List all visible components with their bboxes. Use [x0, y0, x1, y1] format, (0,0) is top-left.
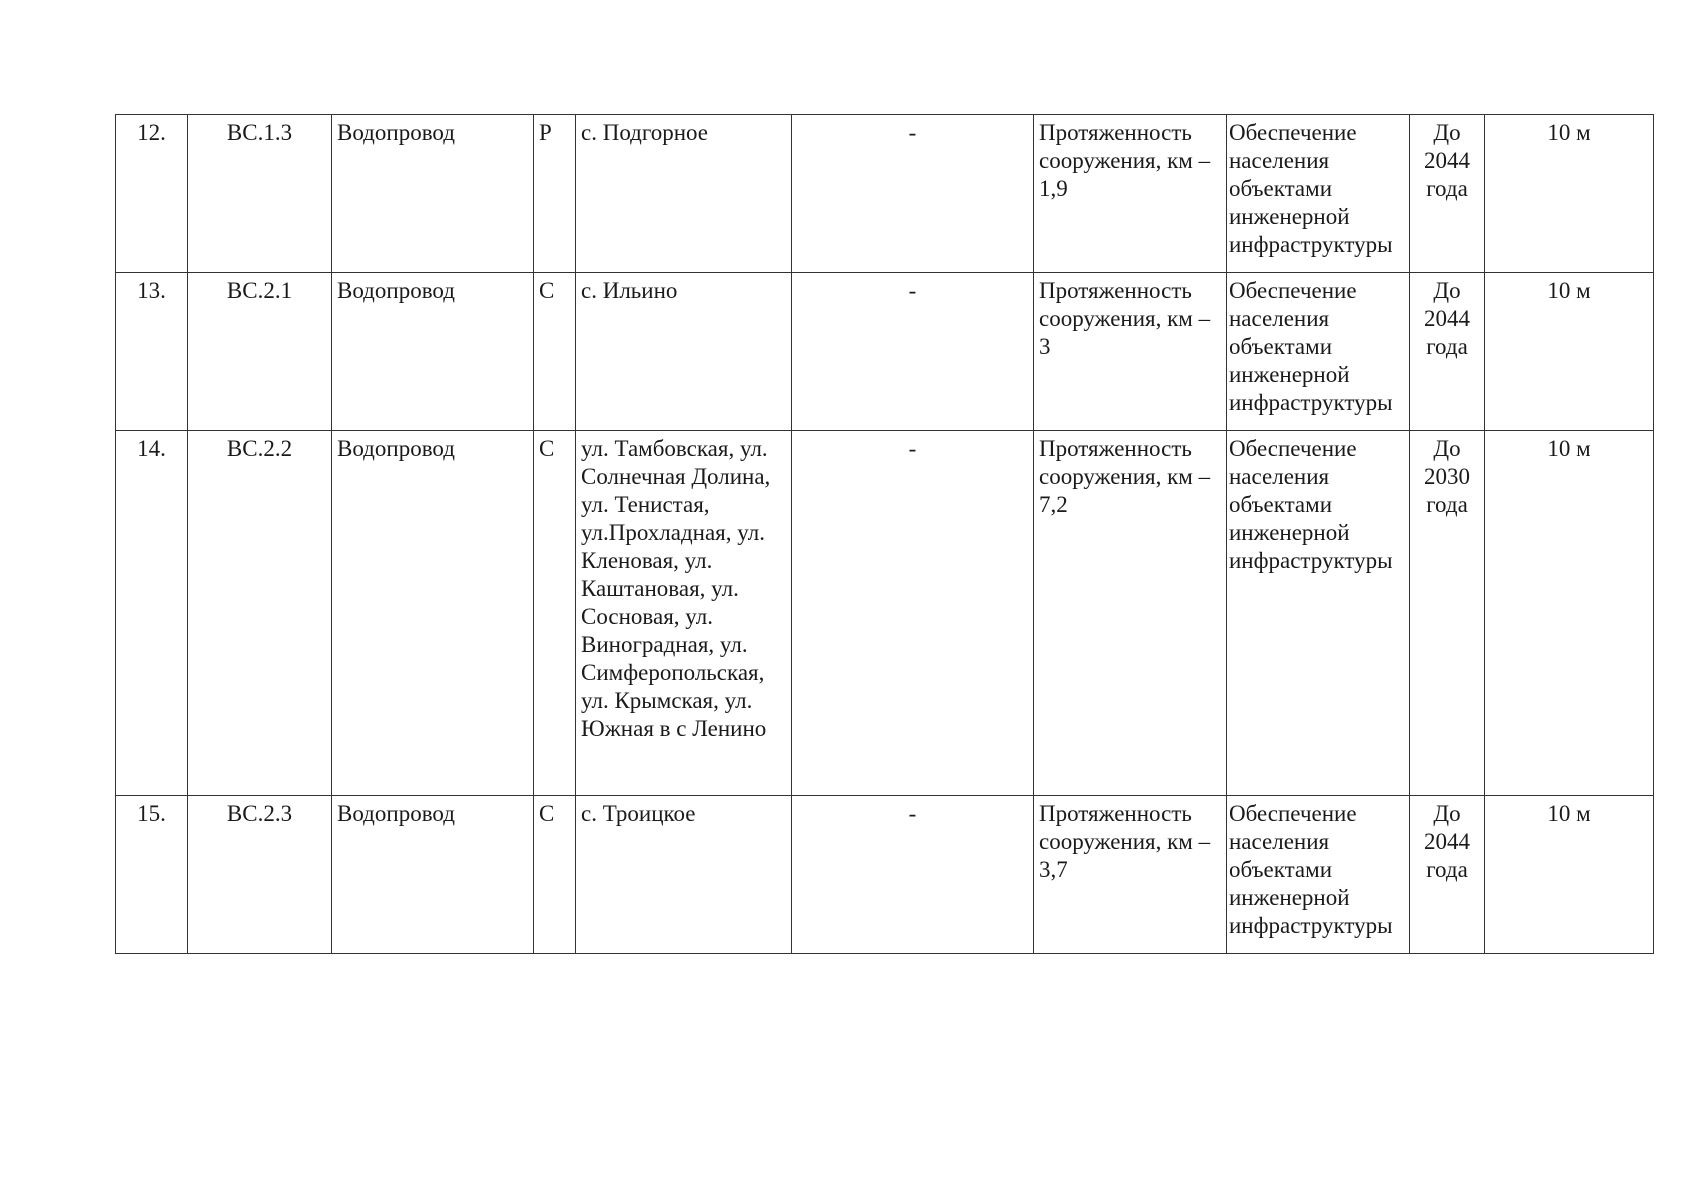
- row-number: 14.: [116, 431, 188, 796]
- object-purpose: Обеспечение населения объектами инженерной инфраструктуры: [1227, 273, 1410, 431]
- object-code: ВС.1.3: [188, 115, 332, 273]
- object-code: ВС.2.3: [188, 796, 332, 954]
- object-characteristic: Протяженность сооружения, км – 3: [1034, 273, 1227, 431]
- object-characteristic: Протяженность сооружения, км – 7,2: [1034, 431, 1227, 796]
- object-purpose: Обеспечение населения объектами инженерной инфраструктуры: [1227, 796, 1410, 954]
- empty-value: -: [792, 115, 1034, 273]
- table-row: [116, 431, 1654, 796]
- object-status: С: [534, 273, 576, 431]
- object-name: Водопровод: [332, 273, 534, 431]
- object-status: Р: [534, 115, 576, 273]
- protection-zone: 10 м: [1485, 273, 1654, 431]
- object-code: ВС.2.1: [188, 273, 332, 431]
- row-number: 12.: [116, 115, 188, 273]
- infrastructure-table: [115, 114, 1654, 954]
- empty-value: -: [792, 431, 1034, 796]
- table-row: [116, 796, 1654, 954]
- protection-zone: 10 м: [1485, 115, 1654, 273]
- implementation-term: До 2030 года: [1410, 431, 1485, 796]
- protection-zone: 10 м: [1485, 796, 1654, 954]
- object-name: Водопровод: [332, 431, 534, 796]
- object-characteristic: Протяженность сооружения, км – 3,7: [1034, 796, 1227, 954]
- object-location: ул. Тамбовская, ул. Солнечная Долина, ул. Тенистая, ул.Прохладная, ул. Кленовая, ул. Каштановая, ул. Сосновая, ул. Виноградная, ул. Симферопольская, ул. Крымская, ул. Южная в с Ленино: [576, 431, 792, 796]
- object-status: С: [534, 431, 576, 796]
- empty-value: -: [792, 273, 1034, 431]
- object-name: Водопровод: [332, 115, 534, 273]
- protection-zone: 10 м: [1485, 431, 1654, 796]
- object-code: ВС.2.2: [188, 431, 332, 796]
- implementation-term: До 2044 года: [1410, 115, 1485, 273]
- row-number: 13.: [116, 273, 188, 431]
- empty-value: -: [792, 796, 1034, 954]
- object-characteristic: Протяженность сооружения, км – 1,9: [1034, 115, 1227, 273]
- row-number: 15.: [116, 796, 188, 954]
- object-name: Водопровод: [332, 796, 534, 954]
- implementation-term: До 2044 года: [1410, 796, 1485, 954]
- object-location: с. Троицкое: [576, 796, 792, 954]
- object-purpose: Обеспечение населения объектами инженерной инфраструктуры: [1227, 431, 1410, 796]
- object-purpose: Обеспечение населения объектами инженерной инфраструктуры: [1227, 115, 1410, 273]
- table-row: [116, 115, 1654, 273]
- table-row: [116, 273, 1654, 431]
- object-location: с. Подгорное: [576, 115, 792, 273]
- object-location: с. Ильино: [576, 273, 792, 431]
- object-status: С: [534, 796, 576, 954]
- implementation-term: До 2044 года: [1410, 273, 1485, 431]
